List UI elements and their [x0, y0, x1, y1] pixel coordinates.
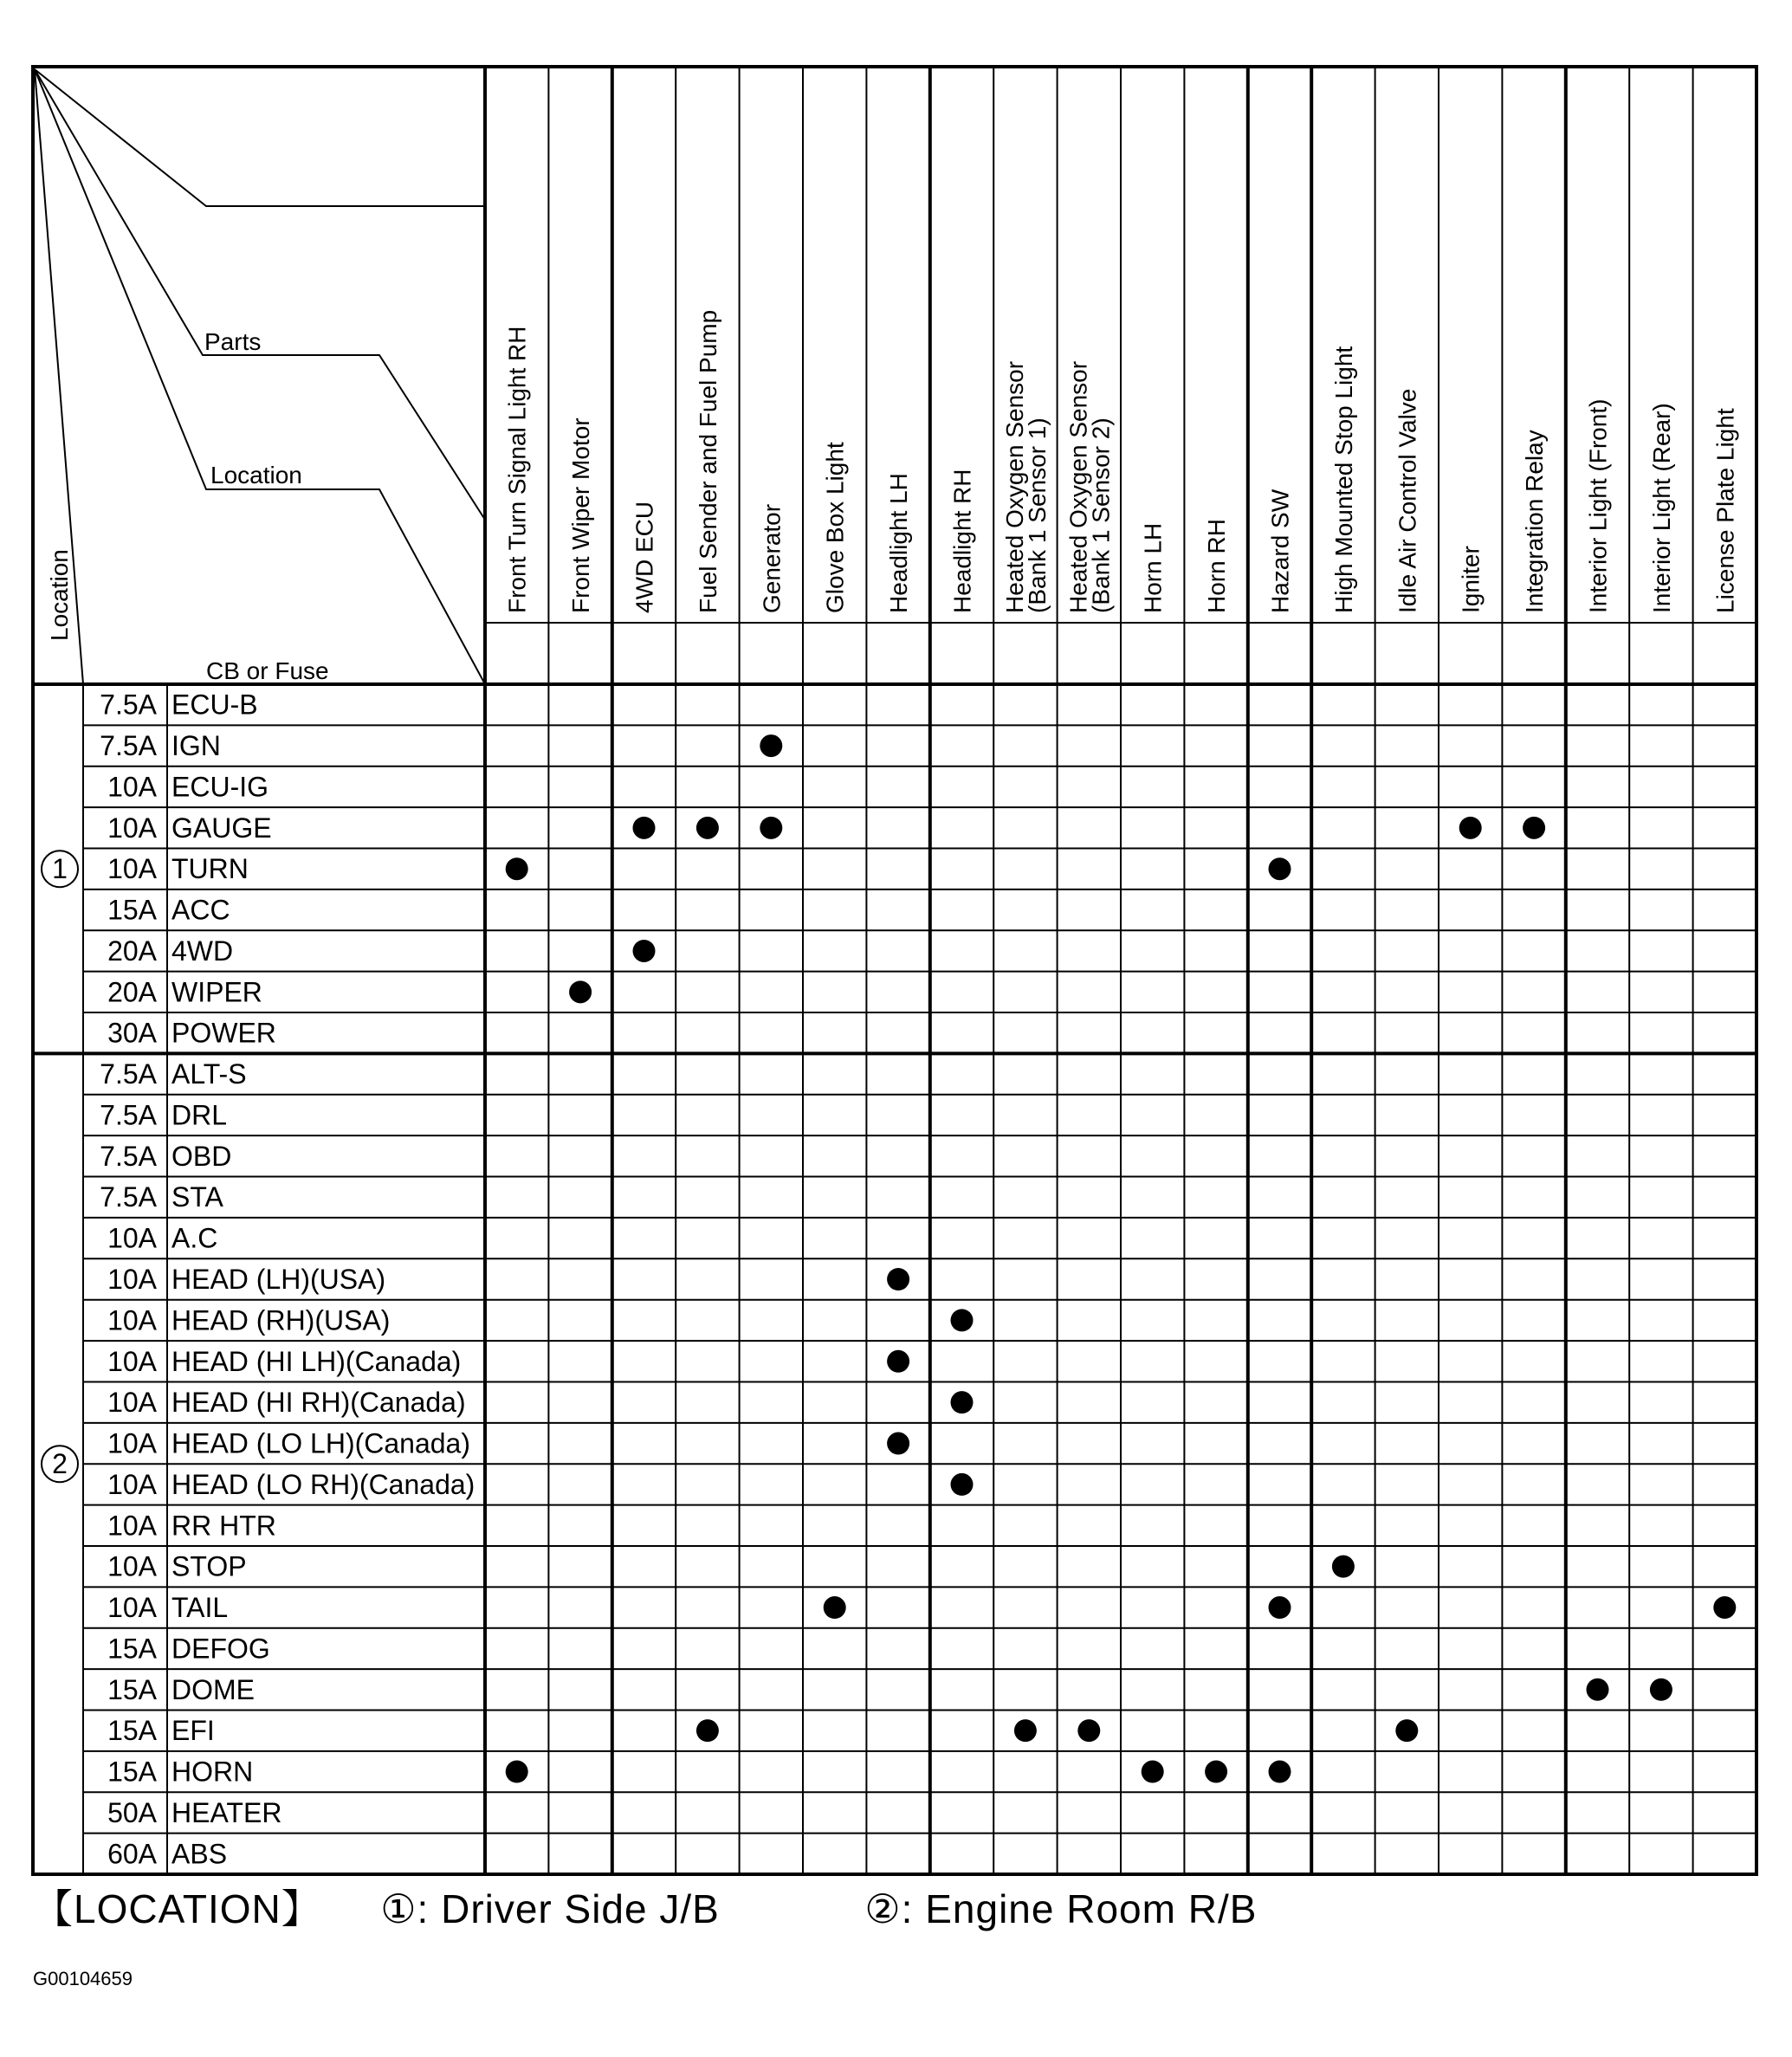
- fuse-amperage: 10A: [107, 1427, 157, 1459]
- column-header-label: (Bank 1 Sensor 1): [1023, 417, 1051, 613]
- fuse-amperage: 10A: [107, 1592, 157, 1624]
- fuse-amperage: 15A: [107, 894, 157, 926]
- connection-dot: [887, 1268, 909, 1290]
- connection-dot: [1650, 1679, 1672, 1701]
- column-header-label: (Bank 1 Sensor 2): [1087, 417, 1115, 613]
- column-header-label: Horn RH: [1203, 519, 1231, 613]
- connection-dot: [633, 940, 656, 962]
- connection-dot: [1205, 1761, 1227, 1783]
- fuse-name: HEAD (LO RH)(Canada): [171, 1468, 475, 1500]
- fuse-name: POWER: [171, 1017, 276, 1049]
- fuse-name: DRL: [171, 1099, 228, 1131]
- fuse-amperage: 10A: [107, 1264, 157, 1295]
- fuse-rows: [42, 689, 475, 1870]
- column-header-label: License Plate Light: [1711, 408, 1739, 613]
- connection-dot: [1269, 857, 1291, 880]
- fuse-amperage: 10A: [107, 1222, 157, 1254]
- column-header-label: Integration Relay: [1521, 430, 1549, 613]
- fuse-name: ACC: [171, 894, 230, 926]
- fuse-amperage: 7.5A: [100, 1140, 157, 1172]
- column-header-label: Glove Box Light: [821, 442, 849, 613]
- connection-dot: [569, 980, 592, 1003]
- location-legend: [33, 1878, 1257, 1935]
- corner-diagonal: [35, 69, 485, 684]
- fuse-name: ALT-S: [171, 1058, 247, 1090]
- fuse-amperage: 20A: [107, 976, 157, 1008]
- grid-lines: [33, 67, 1756, 1874]
- fuse-name: HEAD (LO LH)(Canada): [171, 1427, 470, 1459]
- fuse-amperage: 20A: [107, 935, 157, 967]
- fuse-name: RR HTR: [171, 1510, 276, 1542]
- connection-dot: [506, 1761, 528, 1783]
- column-header-label: Hazard SW: [1266, 488, 1294, 613]
- fuse-amperage: 15A: [107, 1673, 157, 1705]
- connection-dot: [1587, 1679, 1609, 1701]
- connection-dot: [1014, 1719, 1037, 1742]
- outer-frame: [33, 67, 1756, 1874]
- fuse-name: EFI: [171, 1715, 215, 1747]
- column-header-label: Horn LH: [1139, 522, 1167, 613]
- fuse-name: HEAD (HI LH)(Canada): [171, 1345, 462, 1377]
- column-header-label: High Mounted Stop Light: [1329, 346, 1357, 613]
- header-corner: [46, 328, 329, 684]
- connection-dot: [760, 734, 782, 757]
- fuse-name: WIPER: [171, 976, 262, 1008]
- connection-dot: [887, 1350, 909, 1373]
- fuse-name: TAIL: [171, 1592, 229, 1624]
- fuse-amperage: 10A: [107, 1387, 157, 1419]
- connection-dot: [1395, 1719, 1418, 1742]
- fuse-amperage: 7.5A: [100, 1181, 157, 1213]
- column-header-label: Generator: [758, 503, 786, 613]
- fuse-amperage: 30A: [107, 1017, 157, 1049]
- corner-parts-label: Parts: [204, 328, 262, 355]
- figure-id: G00104659: [33, 1968, 133, 1989]
- location-marker-label: 2: [52, 1448, 68, 1480]
- fuse-name: IGN: [171, 730, 221, 762]
- fuse-name: HEAD (LH)(USA): [171, 1264, 386, 1295]
- connection-dot: [1332, 1556, 1355, 1578]
- fuse-name: OBD: [171, 1140, 232, 1172]
- connection-dot: [1523, 817, 1545, 839]
- column-header-label: Fuel Sender and Fuel Pump: [694, 309, 721, 613]
- fuse-amperage: 60A: [107, 1838, 157, 1870]
- connection-dot: [1713, 1596, 1736, 1619]
- legend-location-1: ①: Driver Side J/B: [380, 1886, 720, 1931]
- fuse-name: ABS: [171, 1838, 228, 1870]
- location-marker-label: 1: [52, 853, 68, 885]
- fuse-amperage: 10A: [107, 1510, 157, 1542]
- connection-dot: [824, 1596, 846, 1619]
- column-header-label: Headlight RH: [948, 469, 976, 613]
- column-header-label: Idle Air Control Valve: [1394, 388, 1421, 613]
- fuse-name: HEATER: [171, 1796, 282, 1828]
- column-header-label: Interior Light (Front): [1584, 398, 1612, 613]
- fuse-amperage: 10A: [107, 1550, 157, 1582]
- fuse-name: GAUGE: [171, 812, 272, 844]
- fuse-name: ECU-IG: [171, 771, 268, 803]
- column-header-label: Heated Oxygen Sensor: [1000, 360, 1028, 613]
- fuse-name: ECU-B: [171, 689, 258, 721]
- connection-dot: [1459, 817, 1482, 839]
- fuse-name: DEFOG: [171, 1633, 270, 1665]
- fuse-amperage: 50A: [107, 1796, 157, 1828]
- fuse-amperage: 10A: [107, 812, 157, 844]
- column-header-label: Front Turn Signal Light RH: [503, 326, 531, 613]
- connection-dot: [760, 817, 782, 839]
- legend-title: 【LOCATION】: [33, 1886, 322, 1931]
- fuse-name: STA: [171, 1181, 223, 1213]
- fuse-amperage: 10A: [107, 853, 157, 885]
- fuse-amperage: 7.5A: [100, 1099, 157, 1131]
- fuse-amperage: 7.5A: [100, 730, 157, 762]
- fuse-amperage: 10A: [107, 1304, 157, 1336]
- column-header-label: Front Wiper Motor: [567, 417, 595, 613]
- corner-cb-fuse-label: CB or Fuse: [206, 657, 329, 684]
- fuse-name: HEAD (HI RH)(Canada): [171, 1387, 466, 1419]
- connection-dot: [696, 1719, 719, 1742]
- fuse-amperage: 10A: [107, 1345, 157, 1377]
- connection-dot: [951, 1391, 974, 1413]
- connection-dot: [633, 817, 656, 839]
- connection-dot: [951, 1473, 974, 1496]
- fuse-name: 4WD: [171, 935, 234, 967]
- column-header-label: Interior Light (Rear): [1647, 403, 1675, 613]
- fuse-amperage: 15A: [107, 1715, 157, 1747]
- corner-location-axis-label: Location: [46, 549, 73, 641]
- column-header-label: Heated Oxygen Sensor: [1064, 360, 1092, 613]
- column-header-label: Headlight LH: [885, 473, 913, 613]
- fuse-name: HEAD (RH)(USA): [171, 1304, 391, 1336]
- connection-dot: [887, 1433, 909, 1455]
- fuse-name: DOME: [171, 1673, 255, 1705]
- corner-location-label: Location: [210, 462, 302, 488]
- fuse-amperage: 15A: [107, 1756, 157, 1788]
- connection-dot: [696, 817, 719, 839]
- fuse-amperage: 10A: [107, 1468, 157, 1500]
- legend-location-2: ②: Engine Room R/B: [864, 1886, 1258, 1931]
- fuse-amperage: 7.5A: [100, 1058, 157, 1090]
- fuse-amperage: 15A: [107, 1633, 157, 1665]
- connection-dot: [1269, 1761, 1291, 1783]
- column-header-label: 4WD ECU: [631, 501, 658, 613]
- corner-diagonal: [35, 69, 485, 520]
- connection-dot: [506, 857, 528, 880]
- fuse-name: TURN: [171, 853, 249, 885]
- fuse-name: HORN: [171, 1756, 254, 1788]
- connection-dot: [951, 1309, 974, 1331]
- fuse-name: A.C: [171, 1222, 218, 1254]
- connection-dot: [1077, 1719, 1100, 1742]
- connection-dot: [1142, 1761, 1164, 1783]
- column-header-label: Igniter: [1457, 546, 1485, 613]
- fuse-name: STOP: [171, 1550, 247, 1582]
- fuse-amperage: 7.5A: [100, 689, 157, 721]
- fuse-amperage: 10A: [107, 771, 157, 803]
- connection-dot: [1269, 1596, 1291, 1619]
